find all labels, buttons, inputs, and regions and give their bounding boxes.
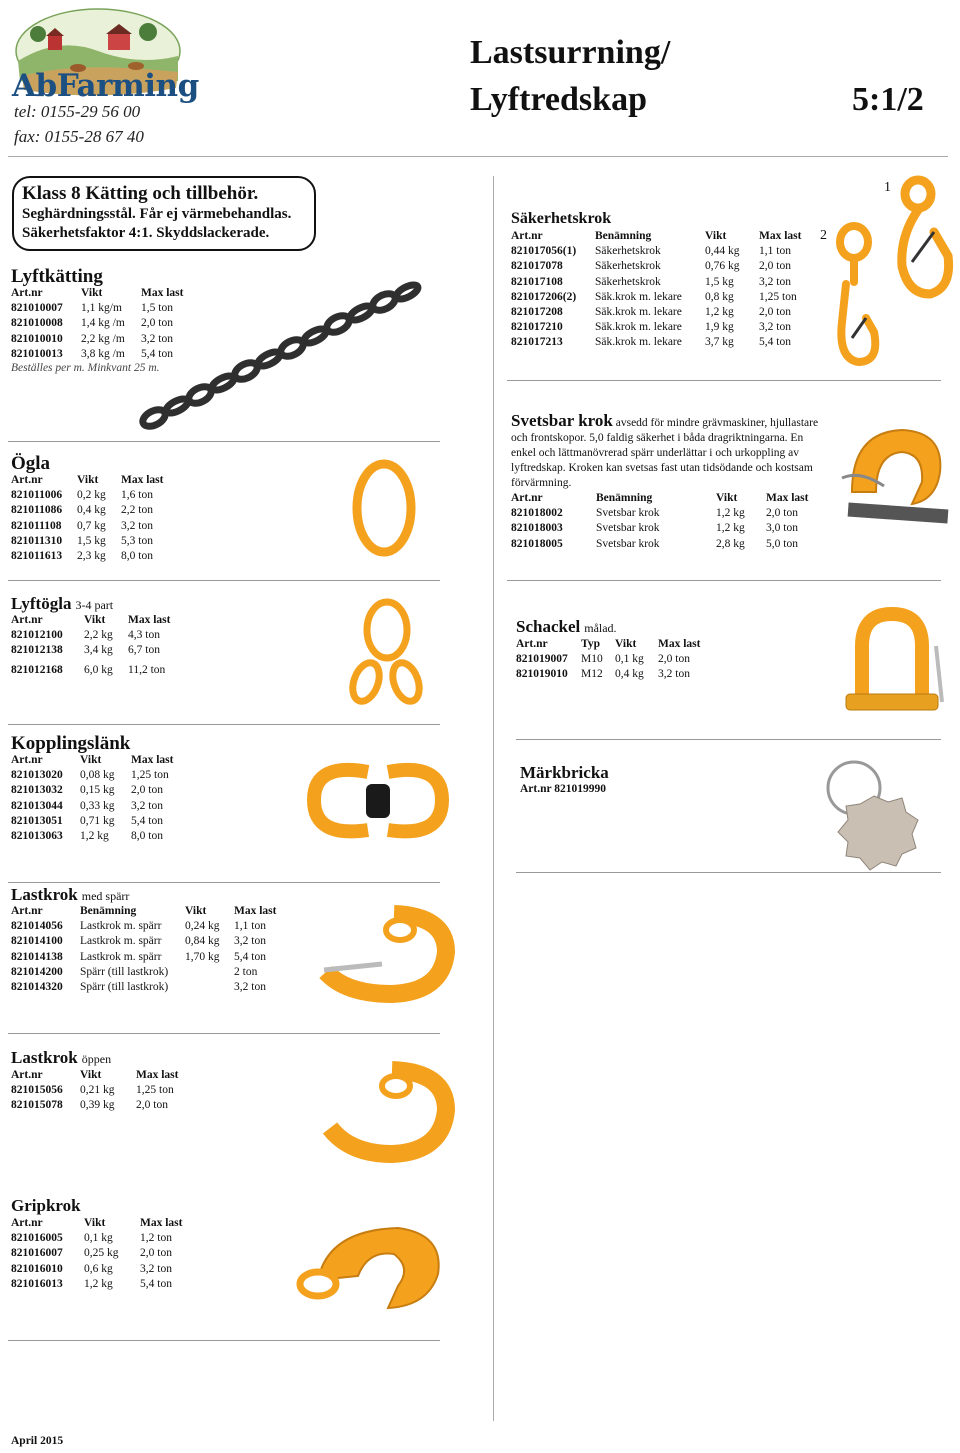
cell: 4,3 ton	[128, 629, 160, 642]
cell: 821019010	[516, 668, 568, 681]
table-row	[11, 799, 179, 814]
cell: 821010008	[11, 317, 63, 330]
class-info-box	[12, 176, 316, 251]
cell: M10	[581, 653, 603, 666]
table-row	[11, 1277, 188, 1292]
col-benamning: Benämning	[595, 230, 652, 242]
cell: 821012168	[11, 663, 63, 676]
chain-image	[140, 282, 440, 432]
table-row	[511, 290, 807, 305]
cell: Säk.krok m. lekare	[595, 336, 682, 349]
svetsbar-block	[511, 413, 823, 552]
cell: 2,0 ton	[140, 1247, 172, 1260]
cell: 821018005	[511, 537, 563, 550]
footer-date: April 2015	[11, 1435, 64, 1447]
table-header-row	[11, 1068, 184, 1083]
phone-number: tel: 0155-29 56 00	[14, 102, 141, 121]
table-row	[11, 829, 179, 844]
page-title-line2: Lyftredskap	[470, 81, 647, 118]
lastkrok-oppen-table	[11, 1068, 184, 1114]
lyftogla-subtitle: 3-4 part	[75, 598, 114, 612]
cell: 821015056	[11, 1084, 63, 1097]
cell: 2,0 ton	[766, 507, 798, 520]
col-vikt: Vikt	[84, 614, 106, 626]
schackel-heading	[516, 617, 617, 637]
table-row	[511, 335, 807, 350]
gripkrok-table	[11, 1216, 188, 1292]
header-divider	[8, 156, 948, 157]
cell: 0,7 kg	[77, 519, 106, 532]
cell: 0,39 kg	[80, 1099, 115, 1112]
cell: 2,0 ton	[141, 317, 173, 330]
brand-name: AbFarming	[12, 68, 199, 104]
lastkrok-sparr-table	[11, 904, 282, 995]
cell: 2,0 ton	[759, 306, 791, 319]
cell: 1,25 ton	[136, 1084, 174, 1097]
svetsbar-desc-wrap	[511, 413, 823, 491]
section-divider	[8, 882, 440, 883]
cell: 1,25 ton	[759, 290, 797, 303]
table-row	[511, 275, 807, 290]
table-row	[11, 534, 169, 549]
weldable-hook-image	[832, 422, 952, 532]
cell: Lastkrok m. spärr	[80, 950, 162, 963]
shackle-image	[842, 606, 952, 716]
cell: 1,4 kg /m	[81, 317, 125, 330]
cell: 0,2 kg	[77, 489, 106, 502]
cell: 2,2 kg	[84, 629, 113, 642]
table-row	[511, 506, 814, 521]
cell: 821014138	[11, 950, 63, 963]
cell: Säk.krok m. lekare	[595, 290, 682, 303]
lyftkatting-note: Beställes per m. Minkvant 25 m.	[11, 362, 160, 374]
col-vikt: Vikt	[185, 905, 207, 917]
table-row	[516, 652, 706, 667]
cell: 821010010	[11, 332, 63, 345]
cell: 1,2 kg	[716, 522, 745, 535]
col-maxlast: Max last	[140, 1217, 183, 1229]
cell: 821013020	[11, 769, 63, 782]
table-row	[11, 814, 179, 829]
section-divider	[8, 580, 440, 581]
cell: 0,84 kg	[185, 935, 220, 948]
cell: 3,2 ton	[759, 275, 791, 288]
kopplingslank-table	[11, 753, 179, 844]
cell: 821014320	[11, 981, 63, 994]
cell: 1,70 kg	[185, 950, 220, 963]
col-typ: Typ	[581, 638, 600, 650]
master-link-assembly-image	[344, 598, 434, 713]
cell: 821014200	[11, 965, 63, 978]
cell: Säkerhetskrok	[595, 245, 661, 258]
cell: Spärr (till lastkrok)	[80, 965, 169, 978]
cell: 5,3 ton	[121, 534, 153, 547]
cell: 1,2 ton	[140, 1232, 172, 1245]
lastkrok-oppen-subtitle: öppen	[81, 1052, 112, 1066]
col-benamning: Benämning	[596, 492, 653, 504]
table-row	[11, 1231, 188, 1246]
cell: 821018003	[511, 522, 563, 535]
cell: 2,2 ton	[121, 504, 153, 517]
table-header-row	[11, 1216, 188, 1231]
page-code: 5:1/2	[852, 81, 924, 118]
class-info-line1: Klass 8 Kätting och tillbehör.	[22, 183, 259, 204]
table-row	[511, 537, 814, 552]
cell: 1,2 kg	[80, 830, 109, 843]
id-tag-image	[814, 754, 924, 874]
table-row	[11, 503, 169, 518]
cell: 0,8 kg	[705, 290, 734, 303]
col-vikt: Vikt	[615, 638, 637, 650]
cell: 3,2 ton	[140, 1262, 172, 1275]
grab-hook-image	[288, 1210, 453, 1320]
table-row	[11, 1083, 184, 1098]
cell: 821011613	[11, 550, 63, 563]
cell: Spärr (till lastkrok)	[80, 981, 169, 994]
kopplingslank-title: Kopplingslänk	[11, 733, 131, 754]
cell: 0,76 kg	[705, 260, 740, 273]
safety-hook-image	[890, 176, 960, 306]
cell: 1,1 ton	[759, 245, 791, 258]
cell: 3,2 ton	[131, 799, 163, 812]
col-vikt: Vikt	[81, 287, 103, 299]
table-row	[11, 643, 176, 658]
col-artnr: Art.nr	[516, 638, 548, 650]
col-artnr: Art.nr	[11, 1069, 43, 1081]
cell: 2,8 kg	[716, 537, 745, 550]
col-maxlast: Max last	[136, 1069, 179, 1081]
col-maxlast: Max last	[128, 614, 171, 626]
col-maxlast: Max last	[131, 754, 174, 766]
cell: 2,0 ton	[658, 653, 690, 666]
cell: 821017078	[511, 260, 563, 273]
cell: 821016007	[11, 1247, 63, 1260]
cell: 0,24 kg	[185, 920, 220, 933]
table-row	[511, 320, 807, 335]
cell: 821019007	[516, 653, 568, 666]
cell: 5,4 ton	[131, 814, 163, 827]
class-info-line3: Säkerhetsfaktor 4:1. Skyddslackerade.	[22, 225, 270, 241]
col-maxlast: Max last	[759, 230, 802, 242]
table-row	[511, 244, 807, 259]
table-row	[11, 934, 282, 949]
section-divider	[8, 724, 440, 725]
cell: 821010007	[11, 302, 63, 315]
lastkrok-oppen-title: Lastkrok	[11, 1048, 78, 1067]
table-row	[11, 980, 282, 995]
cell: 821012138	[11, 644, 63, 657]
col-benamning: Benämning	[80, 905, 137, 917]
schackel-table	[516, 637, 706, 683]
cell: 1,6 ton	[121, 489, 153, 502]
section-divider	[516, 872, 941, 873]
cell: 821018002	[511, 507, 563, 520]
cell: 821016010	[11, 1262, 63, 1275]
table-row	[511, 305, 807, 320]
cell: 3,2 ton	[658, 668, 690, 681]
cell: 3,0 ton	[766, 522, 798, 535]
lastkrok-sparr-title: Lastkrok	[11, 885, 78, 904]
cell: 821015078	[11, 1099, 63, 1112]
class-info-line2: Seghärdningsstål. Får ej värmebehandlas.	[22, 206, 292, 222]
table-row	[11, 783, 179, 798]
svetsbar-table	[511, 491, 814, 552]
cell: 3,8 kg /m	[81, 347, 125, 360]
cell: 1,1 kg/m	[81, 302, 122, 315]
svetsbar-title: Svetsbar krok	[511, 411, 613, 430]
col-maxlast: Max last	[658, 638, 701, 650]
cell: 5,4 ton	[759, 336, 791, 349]
open-load-hook-image	[296, 1056, 456, 1166]
cell: 821013044	[11, 799, 63, 812]
col-vikt: Vikt	[80, 754, 102, 766]
cell: 1,2 kg	[84, 1277, 113, 1290]
cell: 0,33 kg	[80, 799, 115, 812]
table-header-row	[516, 637, 706, 652]
cell: 0,25 kg	[84, 1247, 119, 1260]
col-artnr: Art.nr	[11, 754, 43, 766]
lastkrok-sparr-subtitle: med spärr	[81, 889, 130, 903]
section-divider	[507, 580, 941, 581]
cell: 821011108	[11, 519, 62, 532]
cell: 1,25 ton	[131, 769, 169, 782]
markbricka-artnr: Art.nr 821019990	[520, 783, 607, 795]
cell: 0,15 kg	[80, 784, 115, 797]
cell: 2,0 ton	[131, 784, 163, 797]
col-artnr: Art.nr	[11, 474, 43, 486]
section-divider	[8, 1340, 440, 1341]
cell: 821013032	[11, 784, 63, 797]
fax-number: fax: 0155-28 67 40	[14, 127, 144, 146]
cell: 2,3 kg	[77, 550, 106, 563]
col-artnr: Art.nr	[511, 492, 543, 504]
table-row	[11, 965, 282, 980]
lyftogla-title: Lyftögla	[11, 594, 72, 613]
cell: 5,4 ton	[234, 950, 266, 963]
table-header-row	[511, 229, 807, 244]
cell: 0,44 kg	[705, 245, 740, 258]
col-artnr: Art.nr	[11, 905, 43, 917]
cell: 6,0 kg	[84, 663, 113, 676]
master-link-image	[350, 458, 420, 558]
schackel-subtitle: målad.	[584, 621, 617, 635]
cell: 821016013	[11, 1277, 63, 1290]
col-maxlast: Max last	[766, 492, 809, 504]
cell: Lastkrok m. spärr	[80, 935, 162, 948]
cell: 2,0 ton	[759, 260, 791, 273]
cell: Lastkrok m. spärr	[80, 920, 162, 933]
cell: 1,2 kg	[716, 507, 745, 520]
col-artnr: Art.nr	[11, 614, 43, 626]
cell: 3,2 ton	[234, 935, 266, 948]
table-header-row	[11, 904, 282, 919]
section-divider	[8, 1033, 440, 1034]
cell: 0,1 kg	[615, 653, 644, 666]
cell: 1,2 kg	[705, 306, 734, 319]
table-row	[11, 488, 169, 503]
cell: 0,71 kg	[80, 814, 115, 827]
lyftogla-table	[11, 613, 176, 678]
cell: 2 ton	[234, 965, 258, 978]
col-artnr: Art.nr	[11, 1217, 43, 1229]
table-row	[511, 259, 807, 274]
lyftogla-heading	[11, 594, 113, 614]
cell: 0,4 kg	[77, 504, 106, 517]
cell: 11,2 ton	[128, 663, 166, 676]
safety-hook-swivel-image	[826, 222, 886, 372]
section-divider	[8, 441, 440, 442]
col-vikt: Vikt	[705, 230, 727, 242]
coupling-link-image	[304, 752, 454, 852]
cell: 1,9 kg	[705, 321, 734, 334]
col-vikt: Vikt	[77, 474, 99, 486]
table-row	[11, 1246, 188, 1261]
cell: 2,0 ton	[136, 1099, 168, 1112]
table-row	[516, 667, 706, 682]
col-artnr: Art.nr	[511, 230, 543, 242]
table-row	[511, 521, 814, 536]
cell: Säkerhetskrok	[595, 260, 661, 273]
lastkrok-sparr-heading	[11, 885, 129, 905]
col-maxlast: Max last	[234, 905, 277, 917]
section-divider	[507, 380, 941, 381]
table-row	[11, 919, 282, 934]
cell: 821014100	[11, 935, 63, 948]
table-row	[11, 768, 179, 783]
cell: Svetsbar krok	[596, 522, 660, 535]
lyftkatting-title: Lyftkätting	[11, 266, 103, 287]
cell: 5,4 ton	[140, 1277, 172, 1290]
table-header-row	[11, 613, 176, 628]
table-row	[11, 519, 169, 534]
cell: Svetsbar krok	[596, 507, 660, 520]
table-header-row	[11, 753, 179, 768]
cell: 0,1 kg	[84, 1232, 113, 1245]
cell: 0,08 kg	[80, 769, 115, 782]
cell: 821011310	[11, 534, 63, 547]
cell: 3,4 kg	[84, 644, 113, 657]
cell: 821010013	[11, 347, 63, 360]
section-divider	[516, 739, 941, 740]
cell: 821013063	[11, 830, 63, 843]
schackel-title: Schackel	[516, 617, 581, 636]
cell	[185, 980, 234, 995]
cell: 821017056(1)	[511, 245, 577, 258]
col-maxlast: Max last	[141, 287, 184, 299]
cell: 821017108	[511, 275, 563, 288]
cell: 5,0 ton	[766, 537, 798, 550]
cell: 6,7 ton	[128, 644, 160, 657]
cell: 1,5 kg	[705, 275, 734, 288]
cell: 821012100	[11, 629, 63, 642]
cell: 3,7 kg	[705, 336, 734, 349]
cell: 821017206(2)	[511, 290, 577, 303]
table-row	[11, 950, 282, 965]
cell: M12	[581, 668, 603, 681]
image-label-2: 2	[820, 228, 827, 243]
col-vikt: Vikt	[80, 1069, 102, 1081]
cell: 821013051	[11, 814, 63, 827]
cell: 0,6 kg	[84, 1262, 113, 1275]
markbricka-title: Märkbricka	[520, 763, 609, 782]
cell: 8,0 ton	[131, 830, 163, 843]
cell: 821017208	[511, 306, 563, 319]
page-title-line1: Lastsurrning/	[470, 34, 671, 71]
cell: 1,1 ton	[234, 920, 266, 933]
sakerhetskrok-table	[511, 229, 807, 351]
cell: 3,2 ton	[759, 321, 791, 334]
cell: 821017213	[511, 336, 563, 349]
cell: 5,4 ton	[141, 347, 173, 360]
table-row	[11, 549, 169, 564]
table-header-row	[11, 473, 169, 488]
svetsbar-description: avsedd för mindre grävmaskiner, hjullastare och frontskopor. 5,0 faldig säkerhet i båda dragriktningarna. En enkel och lättmanövrerad spärr underlättar i och urkoppling av lyftredskap. Kroken kan svetsas fast utan tidsödande och kostsam förvärmning.	[511, 417, 819, 489]
cell: Säkerhetskrok	[595, 275, 661, 288]
cell: 821017210	[511, 321, 563, 334]
col-vikt: Vikt	[716, 492, 738, 504]
column-divider	[493, 176, 494, 1421]
cell: 821016005	[11, 1232, 63, 1245]
cell: 8,0 ton	[121, 550, 153, 563]
cell: 1,5 kg	[77, 534, 106, 547]
cell: 0,4 kg	[615, 668, 644, 681]
ogla-title: Ögla	[11, 453, 51, 474]
cell: 821011086	[11, 504, 63, 517]
cell: 0,21 kg	[80, 1084, 115, 1097]
cell	[185, 965, 234, 980]
cell: 2,2 kg /m	[81, 332, 125, 345]
cell: 3,2 ton	[141, 332, 173, 345]
cell: 1,5 ton	[141, 302, 173, 315]
cell: 821011006	[11, 489, 63, 502]
cell: Säk.krok m. lekare	[595, 321, 682, 334]
lastkrok-oppen-heading	[11, 1048, 111, 1068]
table-row	[11, 1098, 184, 1113]
cell: 821014056	[11, 920, 63, 933]
cell: 3,2 ton	[234, 981, 266, 994]
cell: Säk.krok m. lekare	[595, 306, 682, 319]
image-label-1: 1	[884, 180, 891, 195]
load-hook-latch-image	[296, 902, 456, 1002]
sakerhetskrok-title: Säkerhetskrok	[511, 210, 612, 227]
gripkrok-title: Gripkrok	[11, 1196, 81, 1215]
table-header-row	[511, 491, 814, 506]
col-artnr: Art.nr	[11, 287, 43, 299]
table-row	[11, 1262, 188, 1277]
table-row	[11, 659, 176, 678]
cell: Svetsbar krok	[596, 537, 660, 550]
table-row	[11, 628, 176, 643]
col-vikt: Vikt	[84, 1217, 106, 1229]
ogla-table	[11, 473, 169, 564]
col-maxlast: Max last	[121, 474, 164, 486]
cell: 3,2 ton	[121, 519, 153, 532]
